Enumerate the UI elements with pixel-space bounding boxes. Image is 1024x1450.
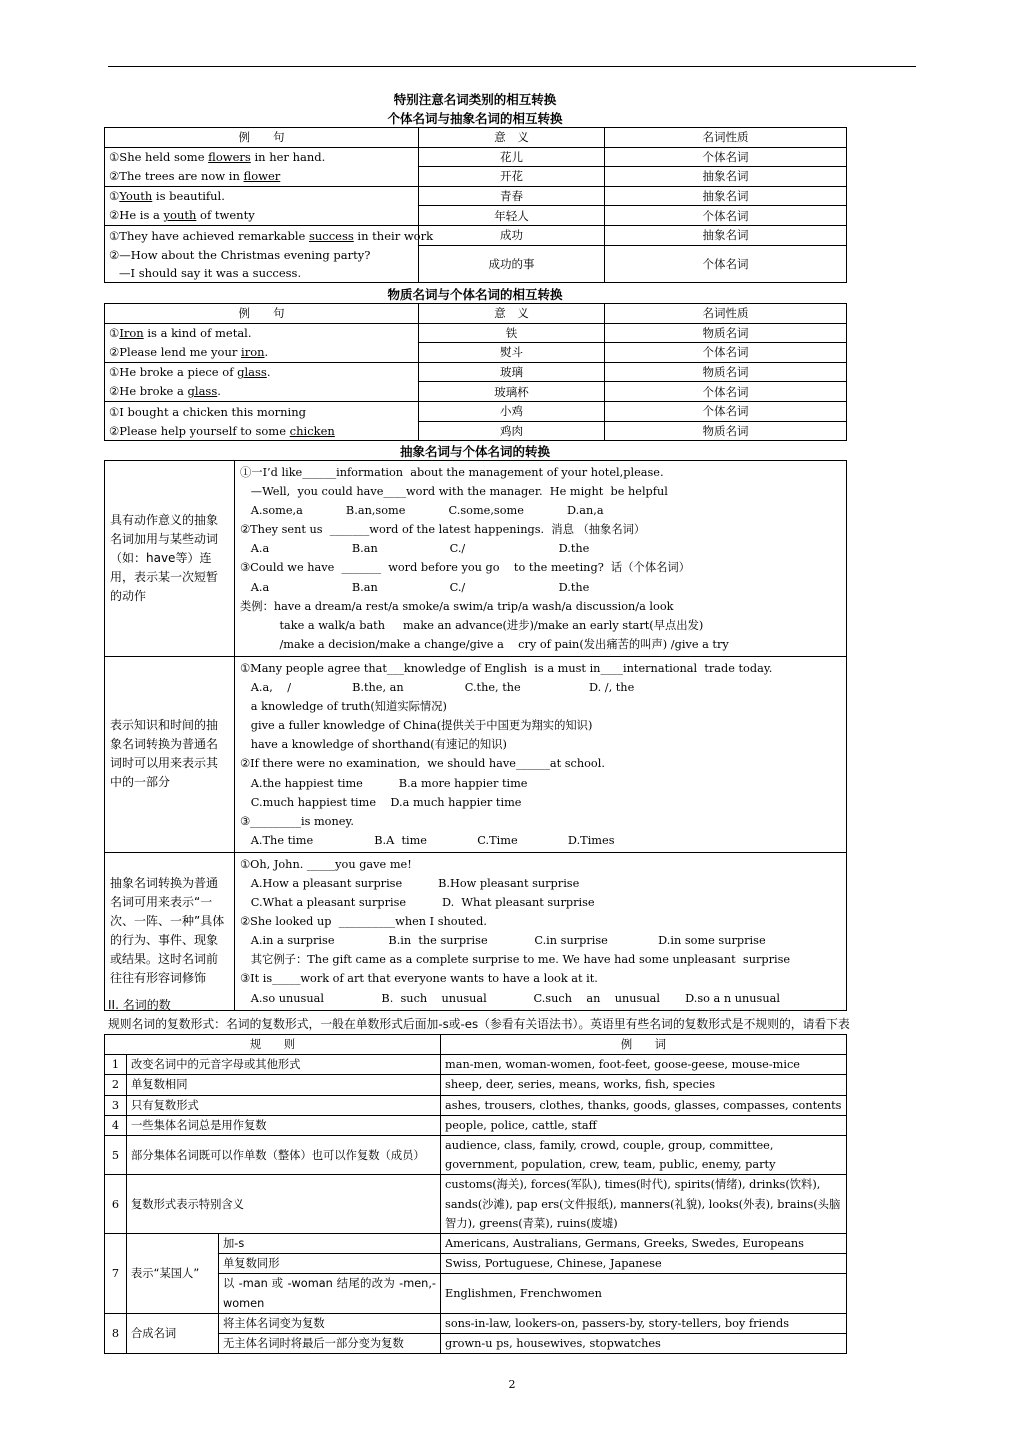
sentence-cell: ①He broke a piece of glass. (105, 362, 419, 382)
header-example: 例 句 (105, 304, 419, 324)
example-line: ①Many people agree that___knowledge of English is a must in____international trade today. (240, 661, 773, 675)
sub-rule-cell: 无主体名词时将最后一部分变为复数 (219, 1334, 441, 1354)
example-line: A.the happiest time B.a more happier time (240, 776, 528, 790)
example-line: —Well, you could have____word with the manager. He might be helpful (240, 485, 668, 499)
examples-cell (235, 656, 847, 852)
meaning-cell: 熨斗 (419, 343, 605, 363)
rule-group-label: 合成名词 (127, 1313, 219, 1353)
category-cell: 具有动作意义的抽象名词加用与某些动词（如：have等）连用，表示某一次短暂的动作 (105, 461, 235, 657)
table-row (105, 1075, 847, 1095)
property-cell: 个体名词 (605, 343, 847, 363)
example-cell: people, police, cattle, staff (441, 1115, 847, 1135)
sentence-cell: ①Iron is a kind of metal. (105, 323, 419, 343)
example-line: ③_________is money. (240, 814, 354, 828)
example-line: A.a, / B.the, an C.the, the D. /, the (240, 681, 635, 695)
example-line: give a fuller knowledge of China(提供关于中国更为翔实的知识) (240, 719, 593, 733)
example-line: A.so unusual B. such unusual C.such an unusual D.so a n unusual (240, 991, 780, 1005)
rule-cell: 部分集体名词既可以作单数（整体）也可以作复数（成员） (127, 1136, 441, 1175)
example-cell: grown-u ps, housewives, stopwatches (441, 1334, 847, 1354)
table-row (105, 147, 847, 167)
sentence-cell: ①She held some flowers in her hand. (105, 147, 419, 167)
header-property: 名词性质 (605, 304, 847, 324)
rule-cell: 改变名词中的元音字母或其他形式 (127, 1055, 441, 1075)
example-line: ③Could we have _______ word before you go to the meeting? 话（个体名词） (240, 561, 691, 575)
rule-group-label: 表示“某国人” (127, 1234, 219, 1314)
example-line: A.a B.an C./ D.the (240, 542, 590, 556)
table-row (105, 362, 847, 382)
table-row (105, 323, 847, 343)
table2-title: 物质名词与个体名词的相互转换 (387, 287, 563, 302)
table-abstract-conversion (104, 460, 847, 1011)
example-cell: sons-in-law, lookers-on, passers-by, story-tellers, boy friends (441, 1313, 847, 1333)
sentence-cell: ②Please lend me your iron. (105, 343, 419, 363)
table-irregular-plurals (104, 1034, 847, 1354)
example-line: have a knowledge of shorthand(有速记的知识) (240, 738, 507, 752)
example-line: 类例：have a dream/a rest/a smoke/a swim/a trip/a wash/a discussion/a look (240, 599, 674, 613)
table-header-row (105, 1035, 847, 1055)
table-row (105, 461, 847, 657)
rule-cell: 单复数相同 (127, 1075, 441, 1095)
property-cell: 个体名词 (605, 245, 847, 283)
sub-rule-cell: 将主体名词变为复数 (219, 1313, 441, 1333)
table-row (105, 206, 847, 226)
table-row (105, 1313, 847, 1333)
row-number: 4 (105, 1115, 127, 1135)
table-row (105, 1095, 847, 1115)
example-line: C.What a pleasant surprise D. What pleasant surprise (240, 896, 595, 910)
example-line: A.some,a B.an,some C.some,some D.an,a (240, 504, 604, 518)
property-cell: 个体名词 (605, 206, 847, 226)
table-row (105, 1175, 847, 1234)
table-row (105, 245, 847, 283)
sentence-cell: ②He is a youth of twenty (105, 206, 419, 226)
sentence-line: —I should say it was a success. (119, 265, 302, 280)
property-cell: 抽象名词 (605, 167, 847, 187)
example-cell: Englishmen, Frenchwomen (441, 1274, 847, 1313)
table-header-row (105, 128, 847, 148)
table-row (105, 1234, 847, 1254)
header-rule (108, 66, 916, 67)
table-row (105, 167, 847, 187)
section-intro: 规则名词的复数形式：名词的复数形式，一般在单数形式后面加-s或-es（参看有关语法书）。英语里有些名词的复数形式是不规则的，请看下表 (108, 1017, 850, 1031)
example-line: C.much happiest time D.a much happier time (240, 795, 522, 809)
table-row (105, 401, 847, 421)
example-line: A.How a pleasant surprise B.How pleasant surprise (240, 876, 580, 890)
example-cell: ashes, trousers, clothes, thanks, goods, glasses, compasses, contents (441, 1095, 847, 1115)
meaning-cell: 年轻人 (419, 206, 605, 226)
row-number: 1 (105, 1055, 127, 1075)
meaning-cell: 玻璃杯 (419, 382, 605, 402)
row-number: 6 (105, 1175, 127, 1234)
sentence-cell (105, 245, 419, 283)
example-line: A.a B.an C./ D.the (240, 580, 590, 594)
category-cell: 表示知识和时间的抽象名词转换为普通名词时可以用来表示其中的一部分 (105, 656, 235, 852)
example-line: A.in a surprise B.in the surprise C.in surprise D.in some surprise (240, 934, 766, 948)
sentence-cell: ①Youth is beautiful. (105, 186, 419, 206)
example-cell: audience, class, family, crowd, couple, group, committee, government, population, crew, team, public, enemy, party (441, 1136, 847, 1175)
example-line: 其它例子：The gift came as a complete surprise to me. We have had some unpleasant surprise (240, 953, 791, 967)
header-meaning: 意 义 (419, 128, 605, 148)
table-row (105, 1055, 847, 1075)
sub-rule-cell: 加-s (219, 1234, 441, 1254)
table-material-individual (104, 303, 847, 441)
property-cell: 个体名词 (605, 401, 847, 421)
row-number: 2 (105, 1075, 127, 1095)
row-number: 5 (105, 1136, 127, 1175)
table-individual-abstract (104, 127, 847, 283)
header-example: 例 句 (105, 128, 419, 148)
rule-cell: 一些集体名词总是用作复数 (127, 1115, 441, 1135)
table-row (105, 225, 847, 245)
sentence-line: ②—How about the Christmas evening party? (109, 247, 371, 262)
example-line: ①Oh, John. _____you gave me! (240, 857, 412, 871)
rule-cell: 复数形式表示特别含义 (127, 1175, 441, 1234)
example-cell: Americans, Australians, Germans, Greeks, Swedes, Europeans (441, 1234, 847, 1254)
row-number: 7 (105, 1234, 127, 1314)
header-example: 例 词 (441, 1035, 847, 1055)
table-row (105, 382, 847, 402)
example-cell: sheep, deer, series, means, works, fish, species (441, 1075, 847, 1095)
row-number: 3 (105, 1095, 127, 1115)
main-title: 特别注意名词类别的相互转换 (393, 92, 557, 107)
example-line: ②They sent us _______word of the latest happenings. 消息 （抽象名词） (240, 523, 646, 537)
sub-rule-cell: 以 -man 或 -woman 结尾的改为 -men,-women (219, 1274, 441, 1313)
sub-rule-cell: 单复数同形 (219, 1254, 441, 1274)
example-line: a knowledge of truth(知道实际情况) (240, 700, 447, 714)
example-line: /make a decision/make a change/give a cry of pain(发出痛苦的叫声) /give a try (240, 637, 729, 651)
table-header-row (105, 304, 847, 324)
example-line: A.The time B.A time C.Time D.Times (240, 833, 615, 847)
meaning-cell: 花儿 (419, 147, 605, 167)
examples-cell (235, 461, 847, 657)
table-row (105, 343, 847, 363)
table1-title: 个体名词与抽象名词的相互转换 (387, 111, 563, 126)
meaning-cell: 成功 (419, 225, 605, 245)
sentence-cell: ②The trees are now in flower (105, 167, 419, 187)
example-cell: man-men, woman-women, foot-feet, goose-geese, mouse-mice (441, 1055, 847, 1075)
property-cell: 抽象名词 (605, 225, 847, 245)
examples-cell (235, 852, 847, 1010)
sentence-cell: ②Please help yourself to some chicken (105, 421, 419, 441)
meaning-cell: 玻璃 (419, 362, 605, 382)
header-property: 名词性质 (605, 128, 847, 148)
meaning-cell: 青春 (419, 186, 605, 206)
sentence-cell: ②He broke a glass. (105, 382, 419, 402)
header-meaning: 意 义 (419, 304, 605, 324)
meaning-cell: 鸡肉 (419, 421, 605, 441)
row-number: 8 (105, 1313, 127, 1353)
meaning-cell: 铁 (419, 323, 605, 343)
property-cell: 抽象名词 (605, 186, 847, 206)
category-cell: 抽象名词转换为普通名词可用来表示“一次、一阵、一种”具体的行为、事件、现象或结果。这时名词前往往有形容词修饰 (105, 852, 235, 1010)
meaning-cell: 成功的事 (419, 245, 605, 283)
table-row (105, 1115, 847, 1135)
header-rule: 规 则 (105, 1035, 441, 1055)
sentence-cell: ①They have achieved remarkable success in their work (105, 225, 419, 245)
example-line: take a walk/a bath make an advance(进步)/make an early start(早点出发) (240, 618, 704, 632)
example-cell: customs(海关), forces(军队), times(时代), spirits(情绪), drinks(饮料), sands(沙滩), pap ers(文件报纸), manners(礼貌), looks(外表), brains(头脑智力), greens(青菜), ruins(废墟) (441, 1175, 847, 1234)
page-number: 2 (508, 1378, 516, 1391)
example-line: ②She looked up __________when I shouted. (240, 915, 487, 929)
table3-title: 抽象名词与个体名词的转换 (399, 444, 550, 459)
table-row (105, 656, 847, 852)
property-cell: 个体名词 (605, 147, 847, 167)
property-cell: 物质名词 (605, 421, 847, 441)
table-row (105, 421, 847, 441)
example-line: ③It is_____work of art that everyone wants to have a look at it. (240, 972, 598, 986)
property-cell: 物质名词 (605, 323, 847, 343)
sentence-cell: ①I bought a chicken this morning (105, 401, 419, 421)
table-row (105, 1136, 847, 1175)
table-row (105, 852, 847, 1010)
property-cell: 物质名词 (605, 362, 847, 382)
table-row (105, 186, 847, 206)
meaning-cell: 开花 (419, 167, 605, 187)
example-line: ②If there were no examination, we should have______at school. (240, 757, 605, 771)
rule-cell: 只有复数形式 (127, 1095, 441, 1115)
section-heading: II. 名词的数 (108, 998, 171, 1012)
property-cell: 个体名词 (605, 382, 847, 402)
example-cell: Swiss, Portuguese, Chinese, Japanese (441, 1254, 847, 1274)
meaning-cell: 小鸡 (419, 401, 605, 421)
example-line: ①一I’d like______information about the management of your hotel,please. (240, 466, 664, 479)
